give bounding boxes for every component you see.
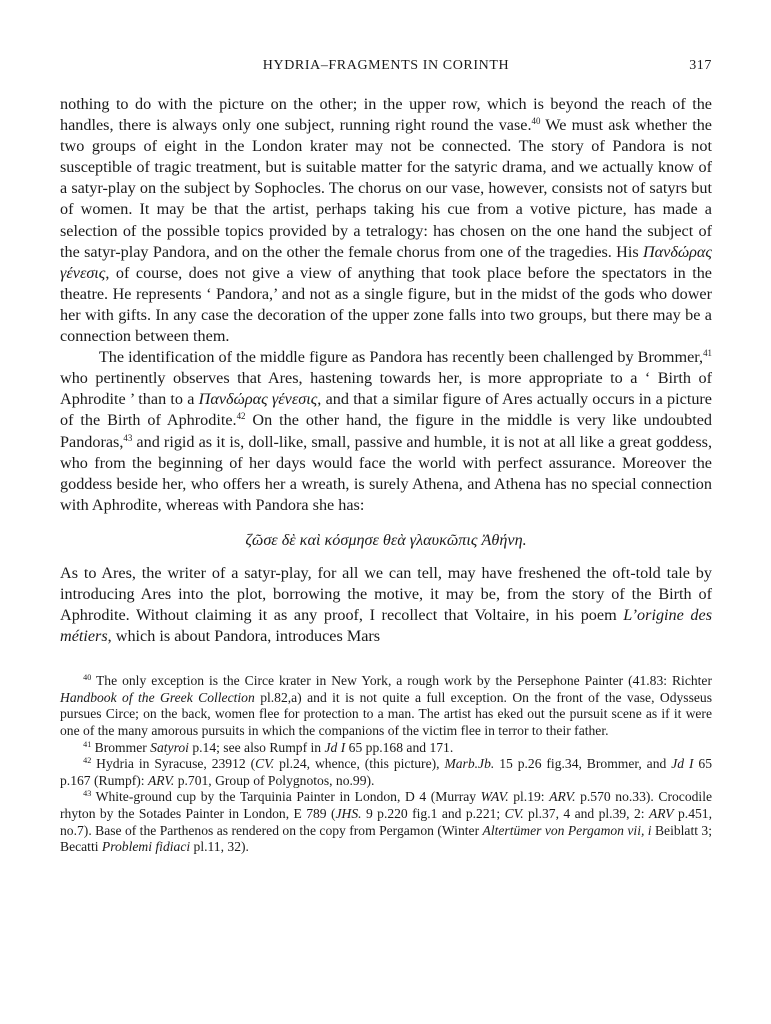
footnote-42-ital-h: ARV. bbox=[147, 772, 175, 788]
footnote-43-text-o: pl.11, 32). bbox=[190, 839, 249, 855]
footnote-43-text-c: pl.19: bbox=[508, 789, 550, 805]
p3-poem-title: L’origine des métiers bbox=[60, 606, 712, 646]
p2-greek-phrase: Πανδώρας γένεσις bbox=[198, 390, 318, 409]
footnote-43-ital-n: Problemi fidiaci bbox=[101, 839, 191, 855]
page bbox=[60, 58, 712, 856]
p2-text-4: On the other hand, the figure in the middle is very like undoubted Pandoras, bbox=[60, 411, 712, 451]
paragraph-3 bbox=[60, 563, 712, 647]
p1-text-2: We must ask whether the two groups of eight in the London krater may not be connected. The story of Pandora is not susceptible of tragic treatment, but is suitable matter for the satyric drama, and we actually know of a satyr-play on the subject by Sophocles. The chorus on our vase, however, consists not of satyrs but of women. It may be that the artist, perhaps taking his cue from a votive picture, has made a selection of the possible topics provided by a tetralogy: has chosen on the one hand the subject of the satyr-play Pandora, and on the other the female chorus from one of the tragedies. His bbox=[60, 116, 712, 261]
p3-text-2: , which is about Pandora, introduces Mars bbox=[107, 627, 381, 646]
footnote-42-text-g: 65 p.167 (Rumpf): bbox=[60, 756, 713, 788]
running-title: HYDRIA–FRAGMENTS IN CORINTH bbox=[262, 58, 510, 73]
footnote-43-ital-b: WAV. bbox=[480, 789, 509, 805]
footnote-42-text-e: 15 p.26 fig.34, Brommer, and bbox=[494, 756, 672, 772]
footnote-42 bbox=[60, 756, 712, 789]
footnote-43-text-m: Beiblatt 3; Becatti bbox=[60, 822, 712, 855]
footnote-42-text-a: Hydria in Syracuse, 23912 ( bbox=[91, 756, 256, 772]
footnote-41-text-e: 65 pp.168 and 171. bbox=[345, 739, 454, 755]
p1-greek-phrase: Πανδώρας γένεσις bbox=[60, 242, 712, 282]
footnote-43-number: 43 bbox=[83, 789, 92, 799]
footnote-42-ital-f: Jd I bbox=[671, 756, 694, 772]
footnotes bbox=[60, 673, 712, 856]
footnote-43-ital-f: JHS. bbox=[335, 806, 362, 821]
footnote-43-text-k: p.451, no.7). Base of the Parthenos as rendered on the copy from Pergamon (Winter bbox=[60, 806, 712, 838]
footnote-43-ital-d: ARV. bbox=[549, 789, 576, 805]
footnote-41-number: 41 bbox=[83, 739, 92, 749]
footnote-43-text-i: pl.37, 4 and pl.39, 2: bbox=[523, 806, 649, 821]
p2-text-1: The identification of the middle figure as Pandora has recently been challenged by Brommer, bbox=[98, 348, 704, 367]
footnote-43-text-a: White-ground cup by the Tarquinia Painter in London, D 4 (Murray bbox=[91, 789, 481, 805]
footnote-40 bbox=[60, 673, 712, 739]
footnote-43-ital-l: Altertümer von Pergamon vii, i bbox=[482, 822, 652, 838]
p1-text-3: , of course, does not give a view of anything that took place before the spectators in the theatre. He represents ‘ Pandora,’ and not as a single figure, but in the midst of the gods who dower her with gifts. In any case the decoration of the upper zone falls into two groups, but there may be a connection between them. bbox=[60, 263, 712, 346]
p1-text-1: nothing to do with the picture on the other; in the upper row, which is beyond the reach of the handles, there is always only one subject, running right round the vase. bbox=[60, 95, 712, 135]
footnote-ref-43: 43 bbox=[123, 432, 133, 443]
footnote-40-number: 40 bbox=[83, 673, 92, 683]
footnote-42-text-c: pl.24, whence, (this picture), bbox=[274, 756, 445, 772]
footnote-ref-41: 41 bbox=[703, 347, 712, 358]
footnote-42-ital-d: Marb.Jb. bbox=[444, 756, 495, 772]
footnote-40-text-c: pl.82,a) and it is not quite a full exception. On the front of the vase, Odysseus pursues Circe; on the back, women flee for protection to a man. The artist has eked out the pursuit scene as if it were one of the many amorous pursuits in which the companions of the victim flee in terror to their father. bbox=[60, 689, 712, 739]
footnote-41-text-a: Brommer bbox=[91, 739, 151, 755]
paragraph-2 bbox=[60, 347, 712, 516]
footnote-41 bbox=[60, 740, 712, 757]
footnote-43-ital-h: CV. bbox=[504, 806, 524, 821]
footnote-43-text-g: 9 p.220 fig.1 and p.221; bbox=[361, 806, 505, 821]
p2-text-3: , and that a similar figure of Ares actually occurs in a picture of the Birth of Aphrodite. bbox=[60, 390, 712, 430]
greek-quotation: ζῶσε δὲ καὶ κόσμησε θεὰ γλαυκῶπις Ἀθήνη. bbox=[245, 530, 527, 549]
paragraph-1 bbox=[60, 94, 712, 347]
footnote-43-text-e: p.570 no.33). Crocodile rhyton by the Sotades Painter in London, E 789 ( bbox=[60, 789, 713, 821]
footnote-41-ital-d: Jd I bbox=[324, 739, 346, 755]
footnote-40-ital-b: Handbook of the Greek Collection bbox=[60, 689, 255, 705]
footnote-41-text-c: p.14; see also Rumpf in bbox=[188, 739, 325, 755]
footnote-43-ital-j: ARV bbox=[648, 806, 674, 821]
p3-text-1: As to Ares, the writer of a satyr-play, for all we can tell, may have freshened the oft-told tale by introducing Ares into the plot, borrowing the motive, it may be, from the story of the Birth of Aphrodite. Without claiming it as any proof, I recollect that Voltaire, in his poem bbox=[60, 563, 712, 625]
footnote-43 bbox=[60, 789, 712, 855]
footnote-41-ital-b: Satyroi bbox=[150, 739, 189, 755]
running-head bbox=[60, 58, 712, 80]
page-number: 317 bbox=[689, 58, 712, 73]
footnote-42-number: 42 bbox=[83, 756, 92, 766]
footnote-ref-42: 42 bbox=[236, 411, 246, 422]
footnote-ref-40: 40 bbox=[531, 115, 541, 126]
footnote-42-ital-b: CV. bbox=[255, 756, 275, 772]
p2-text-2: who pertinently observes that Ares, hastening towards her, is more appropriate to a ‘ Birth of Aphrodite ’ than to a bbox=[60, 369, 712, 409]
footnote-42-text-i: p.701, Group of Polygnotos, no.99). bbox=[174, 772, 375, 788]
footnote-40-text-a: The only exception is the Circe krater in New York, a rough work by the Persephone Painter (41.83: Richter bbox=[91, 673, 712, 689]
p2-text-5: and rigid as it is, doll-like, small, passive and humble, it is not at all like a great goddess, who from the beginning of her days would face the world with perfect assurance. Moreover the goddess beside her, who offers her a wreath, is surely Athena, and Athena has no special connection with Aphrodite, whereas with Pandora she has: bbox=[60, 432, 712, 514]
body-text bbox=[60, 94, 712, 647]
